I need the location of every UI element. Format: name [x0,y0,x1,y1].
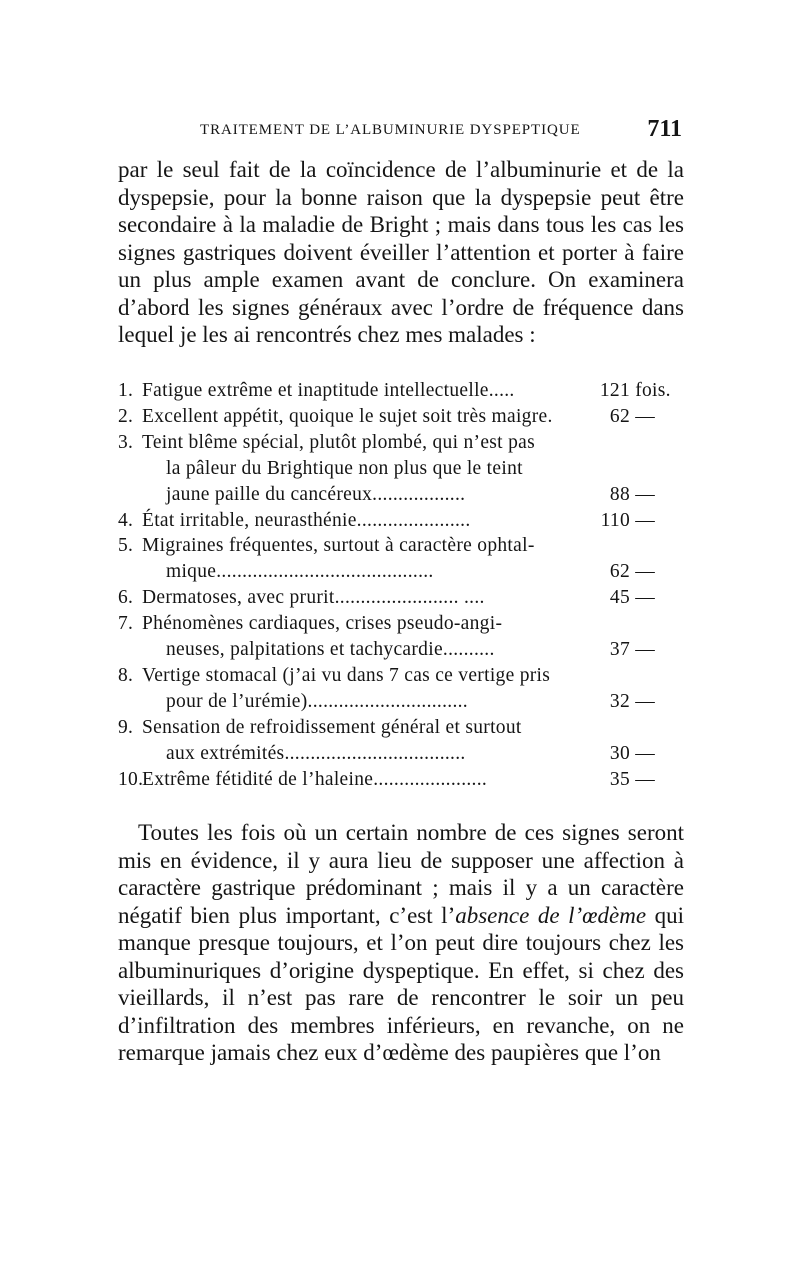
running-header [118,116,684,148]
count-suffix: — [635,742,655,764]
list-item-line: Excellent appétit, quoique le sujet soit très maigre. [142,405,553,427]
count-value: 32 [609,690,630,712]
count-suffix: fois. [635,380,671,401]
count-suffix: — [635,639,655,661]
list-item-count [596,767,676,793]
list-item [118,611,676,663]
list-item-number: 5. [118,535,134,557]
list-item-number: 2. [118,405,134,427]
count-suffix: — [635,509,655,531]
list-item [118,533,676,585]
list-item-line: jaune paille du cancéreux.................. [166,483,466,505]
list-item [118,508,676,534]
list-item-number: 4. [118,509,134,531]
paragraph-conclusion-text: Toutes les fois où un certain nombre de ces signes seront mis en évidence, il y aura lieu de supposer une affection à caractère gastrique prédominant ; mais il y a un caractère négatif bien plus important, c’est l’ [118,820,684,928]
list-item-count [596,585,676,611]
list-item [118,404,676,430]
list-item-number: 8. [118,664,134,686]
count-suffix: — [635,405,655,427]
list-item-line: neuses, palpitations et tachycardie.......... [166,639,495,661]
list-item-count [596,508,676,534]
page-number: 711 [647,116,682,142]
list-item-count [596,741,676,767]
list-item-line: mique.......................................... [166,561,434,583]
paragraph-conclusion-text-end: qui manque presque toujours, et l’on peut dire toujours chez les albuminuriques d’origine dyspeptique. En effet, si chez des vieillards, il n’est pas rare de rencontrer le soir un peu d’infiltration des membres inférieurs, en revanche, on ne remarque jamais chez eux d’œdème des paupières que l’on [118,902,685,1065]
count-suffix: — [635,561,655,583]
list-item-line: Teint blême spécial, plutôt plombé, qui n’est pas [142,431,535,453]
list-item-number: 6. [118,587,134,609]
list-item-count [596,378,676,404]
list-item-number: 7. [118,613,134,635]
list-item [118,715,676,767]
list-item-count [596,404,676,430]
signs-frequency-list [118,378,676,793]
list-item-count [596,559,676,585]
list-item-line: pour de l’urémie)............................... [166,690,468,712]
count-value: 30 [609,742,630,764]
list-item-line: Phénomènes cardiaques, crises pseudo-angi- [142,613,503,635]
list-item-line: Dermatoses, avec prurit........................ .... [142,587,485,609]
count-value: 35 [609,768,630,790]
list-item-number: 10. [118,768,144,790]
count-value: 45 [609,587,630,609]
list-item-line: Migraines fréquentes, surtout à caractère ophtal- [142,535,535,557]
count-value: 121 [599,380,630,401]
list-item-line: Sensation de refroidissement général et surtout [142,716,522,738]
count-value: 110 [600,509,630,531]
paragraph-conclusion [118,819,684,1067]
list-item-line: aux extrémités................................... [166,742,466,764]
running-title: TRAITEMENT DE L’ALBUMINURIE DYSPEPTIQUE [200,122,581,138]
list-item-number: 3. [118,431,134,453]
paragraph-intro: par le seul fait de la coïncidence de l’albuminurie et de la dyspepsie, pour la bonne raison que la dyspepsie peut être secondaire à la maladie de Bright ; mais dans tous les cas les signes gastriques doivent éveiller l’attention et porter à faire un plus ample examen avant de conclure. On examinera d’abord les signes généraux avec l’ordre de fréquence dans lequel je les ai rencontrés chez mes malades : [118,157,684,347]
count-value: 37 [609,639,630,661]
list-item-line: la pâleur du Brightique non plus que le teint [166,457,523,479]
list-item [118,378,676,404]
count-suffix: — [635,483,655,505]
count-suffix: — [635,690,655,712]
count-value: 62 [609,561,630,583]
list-item-line: Fatigue extrême et inaptitude intellectuelle..... [142,380,515,401]
list-item-line: Extrême fétidité de l’haleine...................... [142,768,488,790]
count-suffix: — [635,587,655,609]
count-value: 88 [609,483,630,505]
list-item-count [596,482,676,508]
list-item [118,663,676,715]
list-item-number: 9. [118,716,134,738]
count-value: 62 [609,405,630,427]
count-suffix: — [635,768,655,790]
list-item [118,430,676,508]
list-item [118,585,676,611]
list-item-line: Vertige stomacal (j’ai vu dans 7 cas ce vertige pris [142,664,551,686]
list-item-line: État irritable, neurasthénie...................... [142,509,471,531]
list-item-number: 1. [118,380,134,401]
list-item [118,767,676,793]
list-item-count [596,637,676,663]
list-item-count [596,689,676,715]
emphasis-absence-oedeme: absence de l’œdème [455,902,647,928]
